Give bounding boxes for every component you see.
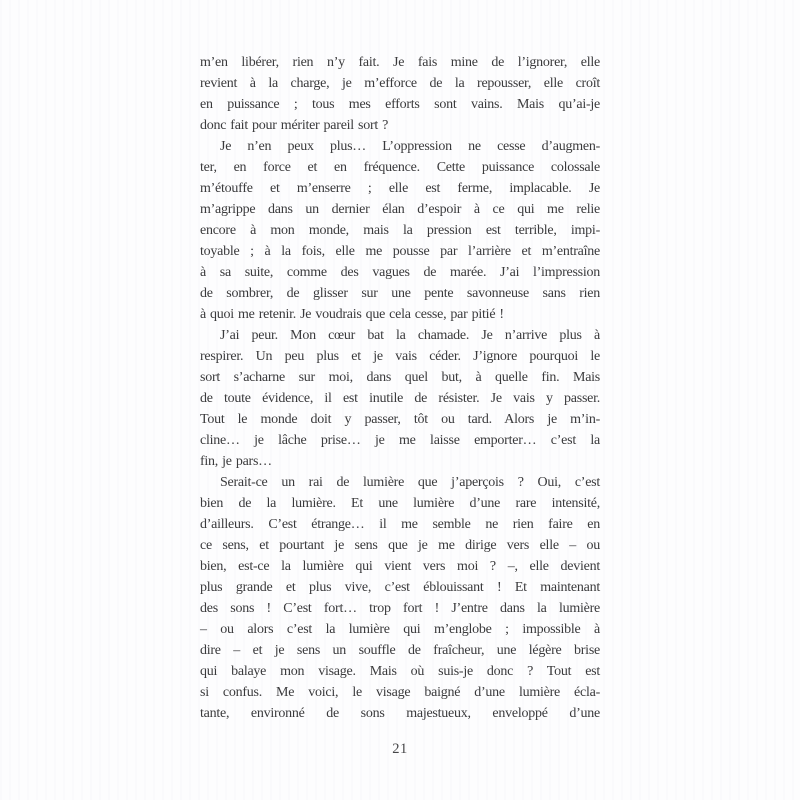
- text-line: qui balaye mon visage. Mais où suis-je donc ? Tout est: [200, 664, 600, 679]
- text-line: Serait-ce un rai de lumière que j’aperçois ? Oui, c’est: [220, 475, 600, 490]
- text-line: toyable ; à la fois, elle me pousse par l’arrière et m’entraîne: [200, 244, 600, 259]
- text-line: m’en libérer, rien n’y fait. Je fais mine de l’ignorer, elle: [200, 55, 600, 70]
- text-line: plus grande et plus vive, c’est éblouissant ! Et maintenant: [200, 580, 600, 595]
- text-line: encore à mon monde, mais la pression est terrible, impi-: [200, 223, 600, 238]
- text-line: m’étouffe et m’enserre ; elle est ferme, implacable. Je: [200, 181, 600, 196]
- text-line: J’ai peur. Mon cœur bat la chamade. Je n’arrive plus à: [220, 328, 600, 343]
- text-line: à quoi me retenir. Je voudrais que cela cesse, par pitié !: [200, 307, 504, 322]
- page-number: 21: [392, 741, 408, 757]
- text-line: revient à la charge, je m’efforce de la repousser, elle croît: [200, 76, 600, 91]
- text-line: m’agrippe dans un dernier élan d’espoir à ce qui me relie: [200, 202, 600, 217]
- text-line: en puissance ; tous mes efforts sont vains. Mais qu’ai-je: [200, 97, 600, 112]
- text-line: donc fait pour mériter pareil sort ?: [200, 118, 389, 133]
- text-line: des sons ! C’est fort… trop fort ! J’entre dans la lumière: [200, 601, 600, 616]
- text-line: dire – et je sens un souffle de fraîcheur, une légère brise: [200, 643, 600, 658]
- text-line: Je n’en peux plus… L’oppression ne cesse d’augmen-: [220, 139, 600, 154]
- text-block: [200, 52, 600, 724]
- text-line: si confus. Me voici, le visage baigné d’une lumière écla-: [200, 685, 600, 700]
- text-line: respirer. Un peu plus et je vais céder. J’ignore pourquoi le: [200, 349, 600, 364]
- text-line: bien de la lumière. Et une lumière d’une rare intensité,: [200, 496, 600, 511]
- text-line: fin, je pars…: [200, 454, 272, 469]
- text-line: ce sens, et pourtant je sens que je me dirige vers elle – ou: [200, 538, 600, 553]
- text-line: tante, environné de sons majestueux, enveloppé d’une: [200, 706, 600, 721]
- text-line: – ou alors c’est la lumière qui m’englobe ; impossible à: [200, 622, 600, 637]
- text-line: sort s’acharne sur moi, dans quel but, à quelle fin. Mais: [200, 370, 600, 385]
- paragraph: [200, 325, 600, 472]
- text-line: de toute évidence, il est inutile de résister. Je vais y passer.: [200, 391, 600, 406]
- paragraph: [200, 136, 600, 325]
- text-line: Tout le monde doit y passer, tôt ou tard. Alors je m’in-: [200, 412, 600, 427]
- text-line: à sa suite, comme des vagues de marée. J’ai l’impression: [200, 265, 600, 280]
- text-line: de sombrer, de glisser sur une pente savonneuse sans rien: [200, 286, 600, 301]
- text-line: d’ailleurs. C’est étrange… il me semble ne rien faire en: [200, 517, 600, 532]
- text-line: bien, est-ce la lumière qui vient vers moi ? –, elle devient: [200, 559, 600, 574]
- text-line: cline… je lâche prise… je me laisse emporter… c’est la: [200, 433, 600, 448]
- paragraph: [200, 52, 600, 136]
- paragraph: [200, 472, 600, 724]
- text-line: ter, en force et en fréquence. Cette puissance colossale: [200, 160, 600, 175]
